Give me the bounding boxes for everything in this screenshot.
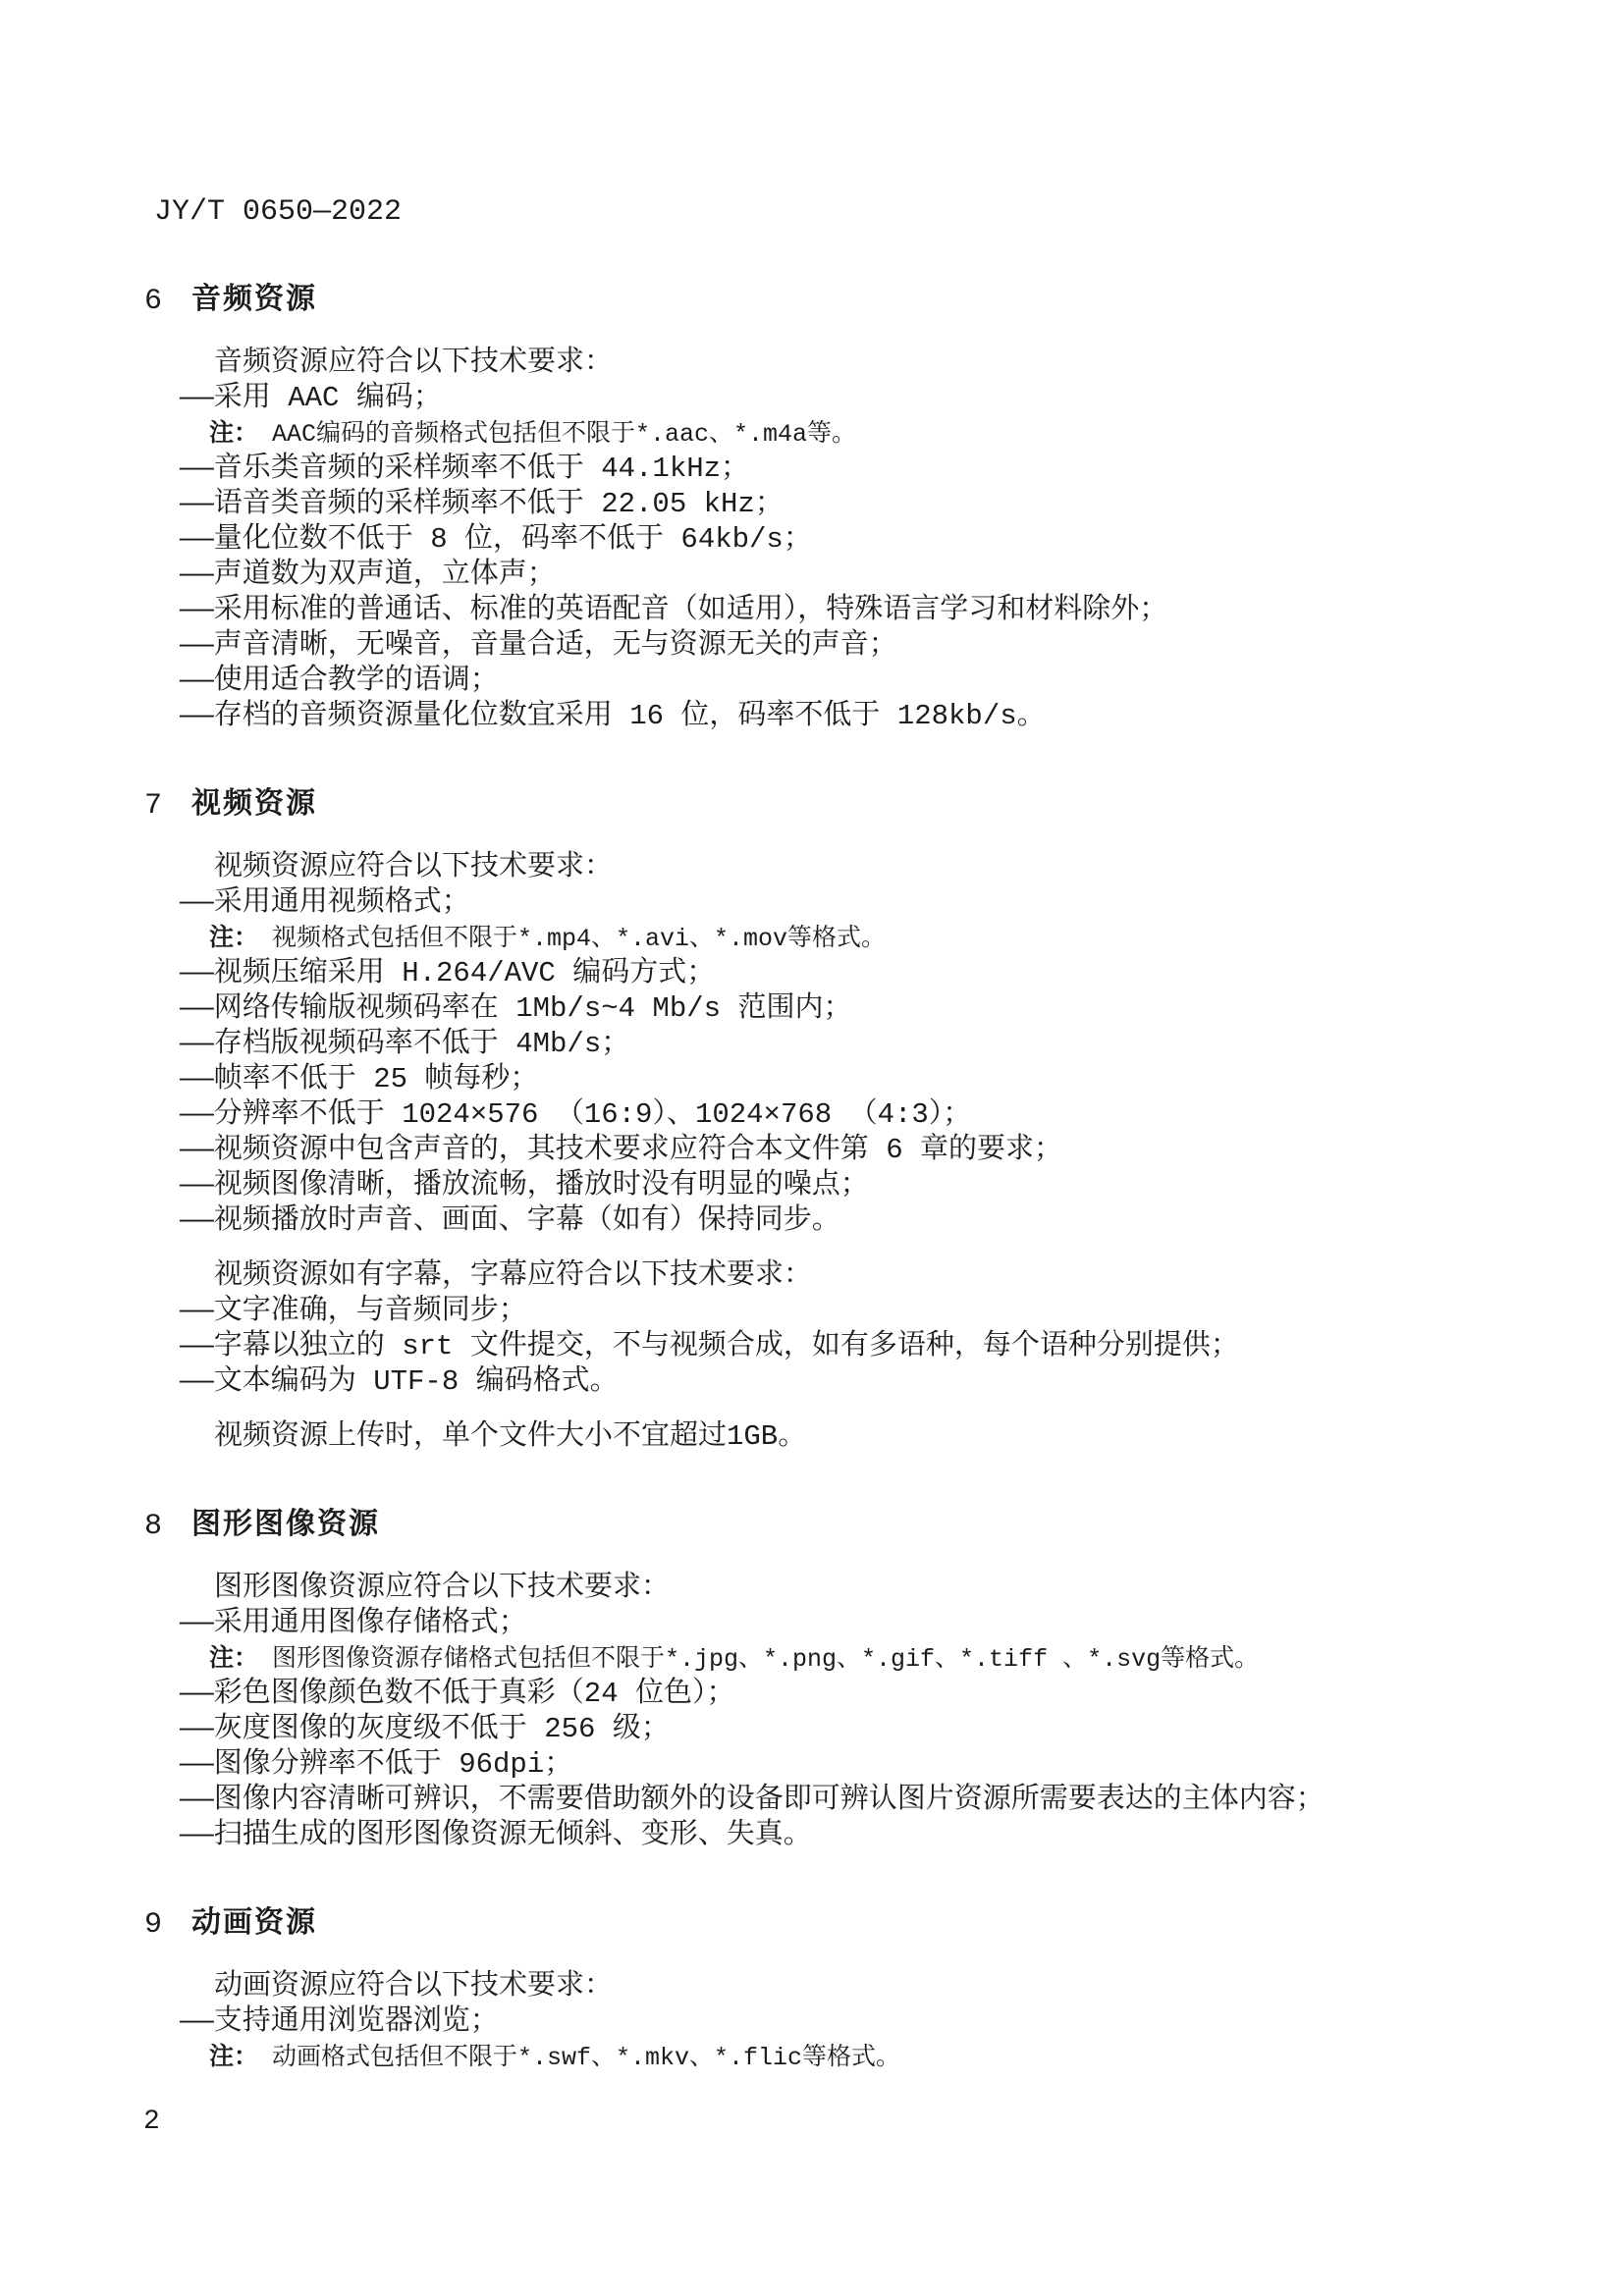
document-body bbox=[144, 281, 1511, 2075]
section-6 bbox=[144, 281, 1511, 734]
list-item: ——声道数为双声道，立体声； bbox=[180, 559, 556, 591]
section-number: 8 bbox=[144, 1510, 163, 1543]
note-text: 动画格式包括但不限于*.swf、*.mkv、*.flic等格式。 bbox=[272, 2044, 901, 2072]
section-heading bbox=[144, 1904, 1511, 1944]
note-label: 注： bbox=[209, 2043, 259, 2070]
section-7 bbox=[144, 785, 1511, 1455]
note-text: 视频格式包括但不限于*.mp4、*.avi、*.mov等格式。 bbox=[272, 925, 887, 953]
list-item: ——使用适合教学的语调； bbox=[180, 665, 499, 697]
section-title: 音频资源 bbox=[191, 283, 318, 315]
list-item: ——灰度图像的灰度级不低于 256 级； bbox=[180, 1713, 670, 1745]
list-item: ——语音类音频的采样频率不低于 22.05 kHz； bbox=[180, 488, 784, 520]
paragraph: 音频资源应符合以下技术要求： bbox=[214, 347, 614, 379]
paragraph: 图形图像资源应符合以下技术要求： bbox=[214, 1572, 671, 1604]
list-item: ——扫描生成的图形图像资源无倾斜、变形、失真。 bbox=[180, 1819, 812, 1851]
paragraph: 视频资源如有字幕，字幕应符合以下技术要求： bbox=[214, 1259, 813, 1292]
standard-number-header: JY/T 0650—2022 bbox=[154, 195, 403, 229]
note-label: 注： bbox=[209, 924, 259, 951]
section-number: 7 bbox=[144, 789, 163, 823]
list-item: ——分辨率不低于 1024×576 （16:9）、1024×768 （4:3）； bbox=[180, 1098, 972, 1131]
list-item: ——音乐类音频的采样频率不低于 44.1kHz； bbox=[180, 453, 750, 485]
section-number: 6 bbox=[144, 285, 163, 318]
list-item: ——视频压缩采用 H.264/AVC 编码方式； bbox=[180, 957, 716, 989]
list-item: ——彩色图像颜色数不低于真彩（24 位色）； bbox=[180, 1678, 735, 1710]
section-heading bbox=[144, 1506, 1511, 1545]
section-number: 9 bbox=[144, 1908, 163, 1942]
note bbox=[154, 2040, 1511, 2075]
list-item: ——视频播放时声音、画面、字幕（如有）保持同步。 bbox=[180, 1204, 840, 1237]
section-9 bbox=[144, 1904, 1511, 2075]
list-item: ——文字准确，与音频同步； bbox=[180, 1295, 527, 1327]
list-item: ——帧率不低于 25 帧每秒； bbox=[180, 1063, 539, 1095]
list-item: ——文本编码为 UTF-8 编码格式。 bbox=[180, 1365, 619, 1398]
note bbox=[154, 416, 1511, 452]
paragraph: 动画资源应符合以下技术要求： bbox=[214, 1970, 614, 2002]
paragraph: 视频资源应符合以下技术要求： bbox=[214, 851, 614, 883]
list-item: ——视频资源中包含声音的，其技术要求应符合本文件第 6 章的要求； bbox=[180, 1134, 1063, 1166]
section-title: 动画资源 bbox=[191, 1906, 318, 1939]
note-text: 图形图像资源存储格式包括但不限于*.jpg、*.png、*.gif、*.tiff 、*.svg等格式。 bbox=[272, 1645, 1260, 1674]
note bbox=[154, 1641, 1511, 1677]
list-item: ——采用通用视频格式； bbox=[180, 886, 470, 919]
list-item: ——采用通用图像存储格式； bbox=[180, 1607, 527, 1639]
note bbox=[154, 921, 1511, 956]
document-content bbox=[144, 194, 1511, 2075]
note-text: AAC编码的音频格式包括但不限于*.aac、*.m4a等。 bbox=[272, 420, 857, 449]
list-item: ——支持通用浏览器浏览； bbox=[180, 2005, 499, 2038]
section-title: 图形图像资源 bbox=[191, 1508, 381, 1540]
page-number: 2 bbox=[143, 2107, 160, 2137]
list-item: ——图像内容清晰可辨识，不需要借助额外的设备即可辨认图片资源所需要表达的主体内容； bbox=[180, 1784, 1325, 1816]
note-label: 注： bbox=[209, 1644, 259, 1672]
list-item: ——声音清晰，无噪音，音量合适，无与资源无关的声音； bbox=[180, 629, 897, 662]
list-item: ——视频图像清晰，播放流畅，播放时没有明显的噪点； bbox=[180, 1169, 869, 1201]
list-item: ——量化位数不低于 8 位，码率不低于 64kb/s； bbox=[180, 523, 812, 556]
list-item: ——字幕以独立的 srt 文件提交，不与视频合成，如有多语种，每个语种分别提供； bbox=[180, 1330, 1239, 1362]
note-label: 注： bbox=[209, 419, 259, 447]
list-item: ——采用 AAC 编码； bbox=[180, 382, 442, 414]
list-item: ——存档的音频资源量化位数宜采用 16 位，码率不低于 128kb/s。 bbox=[180, 700, 1046, 732]
section-8 bbox=[144, 1506, 1511, 1853]
section-title: 视频资源 bbox=[191, 787, 318, 820]
section-heading bbox=[144, 785, 1511, 825]
paragraph: 视频资源上传时，单个文件大小不宜超过1GB。 bbox=[214, 1420, 807, 1453]
list-item: ——存档版视频码率不低于 4Mb/s； bbox=[180, 1028, 630, 1060]
section-heading bbox=[144, 281, 1511, 320]
list-item: ——图像分辨率不低于 96dpi； bbox=[180, 1748, 573, 1781]
list-item: ——采用标准的普通话、标准的英语配音（如适用），特殊语言学习和材料除外； bbox=[180, 594, 1168, 626]
list-item: ——网络传输版视频码率在 1Mb/s~4 Mb/s 范围内； bbox=[180, 992, 852, 1025]
